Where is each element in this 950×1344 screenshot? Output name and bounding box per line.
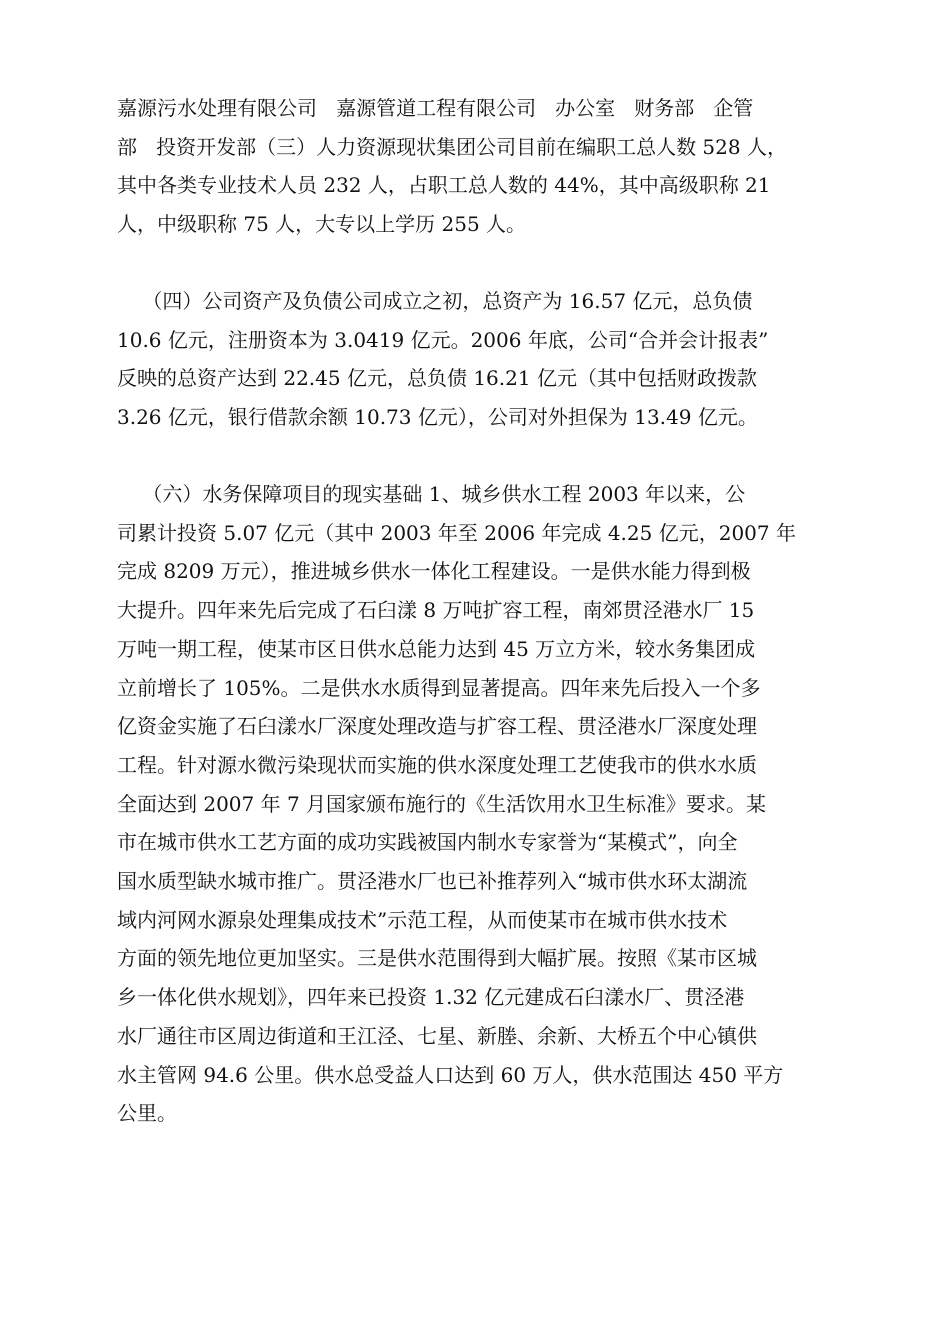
paragraph-org-structure-and-personnel [117,89,837,244]
text-line: 立前增长了 105%。二是供水水质得到显著提高。四年来先后投入一个多 [117,675,761,700]
text-line: 工程。针对源水微污染现状而实施的供水深度处理工艺使我市的供水水质 [117,752,757,777]
text-line: 水主管网 94.6 公里。供水总受益人口达到 60 万人，供水范围达 450 平方 [117,1062,784,1087]
text-line: 万吨一期工程，使某市区日供水总能力达到 45 万立方米，较水务集团成 [117,636,756,661]
text-line: 方面的领先地位更加坚实。三是供水范围得到大幅扩展。按照《某市区城 [117,946,757,971]
text-line: （六）水务保障项目的现实基础 1、城乡供水工程 2003 年以来，公 [117,482,746,506]
text-line: 国水质型缺水城市推广。贯泾港水厂也已补推荐列入“城市供水环太湖流 [117,869,748,894]
text-line: （四）公司资产及负债公司成立之初，总资产为 16.57 亿元，总负债 [117,289,753,313]
text-line: 水厂通往市区周边街道和王江泾、七星、新塍、余新、大桥五个中心镇供 [117,1023,757,1048]
text-line: 亿资金实施了石臼漾水厂深度处理改造与扩容工程、贯泾港水厂深度处理 [117,714,757,739]
text-line: 完成 8209 万元），推进城乡供水一体化工程建设。一是供水能力得到极 [117,559,751,584]
text-line: 3.26 亿元，银行借款余额 10.73 亿元），公司对外担保为 13.49 亿元。 [117,405,758,430]
paragraph-water-supply-projects [117,475,837,1133]
text-line: 公里。 [117,1101,177,1126]
text-line: 部 投资开发部（三）人力资源现状集团公司目前在编职工总人数 528 人， [117,134,787,159]
text-line: 反映的总资产达到 22.45 亿元，总负债 16.21 亿元（其中包括财政拨款 [117,366,757,391]
text-line: 人，中级职称 75 人，大专以上学历 255 人。 [117,212,527,237]
text-line: 大提升。四年来先后完成了石臼漾 8 万吨扩容工程，南郊贯泾港水厂 15 [117,598,755,623]
text-line: 市在城市供水工艺方面的成功实践被国内制水专家誉为“某模式”，向全 [117,830,738,855]
text-line: 10.6 亿元，注册资本为 3.0419 亿元。2006 年底，公司“合并会计报表” [117,327,769,352]
text-line: 司累计投资 5.07 亿元（其中 2003 年至 2006 年完成 4.25 亿元，2007 年 [117,520,796,545]
text-line: 域内河网水源泉处理集成技术”示范工程，从而使某市在城市供水技术 [117,907,728,932]
text-line: 其中各类专业技术人员 232 人，占职工总人数的 44%，其中高级职称 21 [117,173,771,198]
text-line: 乡一体化供水规划》，四年来已投资 1.32 亿元建成石臼漾水厂、贯泾港 [117,985,745,1010]
text-line: 全面达到 2007 年 7 月国家颁布施行的《生活饮用水卫生标准》要求。某 [117,791,767,816]
paragraph-assets-and-liabilities [117,282,837,437]
text-line: 嘉源污水处理有限公司 嘉源管道工程有限公司 办公室 财务部 企管 [117,96,754,120]
